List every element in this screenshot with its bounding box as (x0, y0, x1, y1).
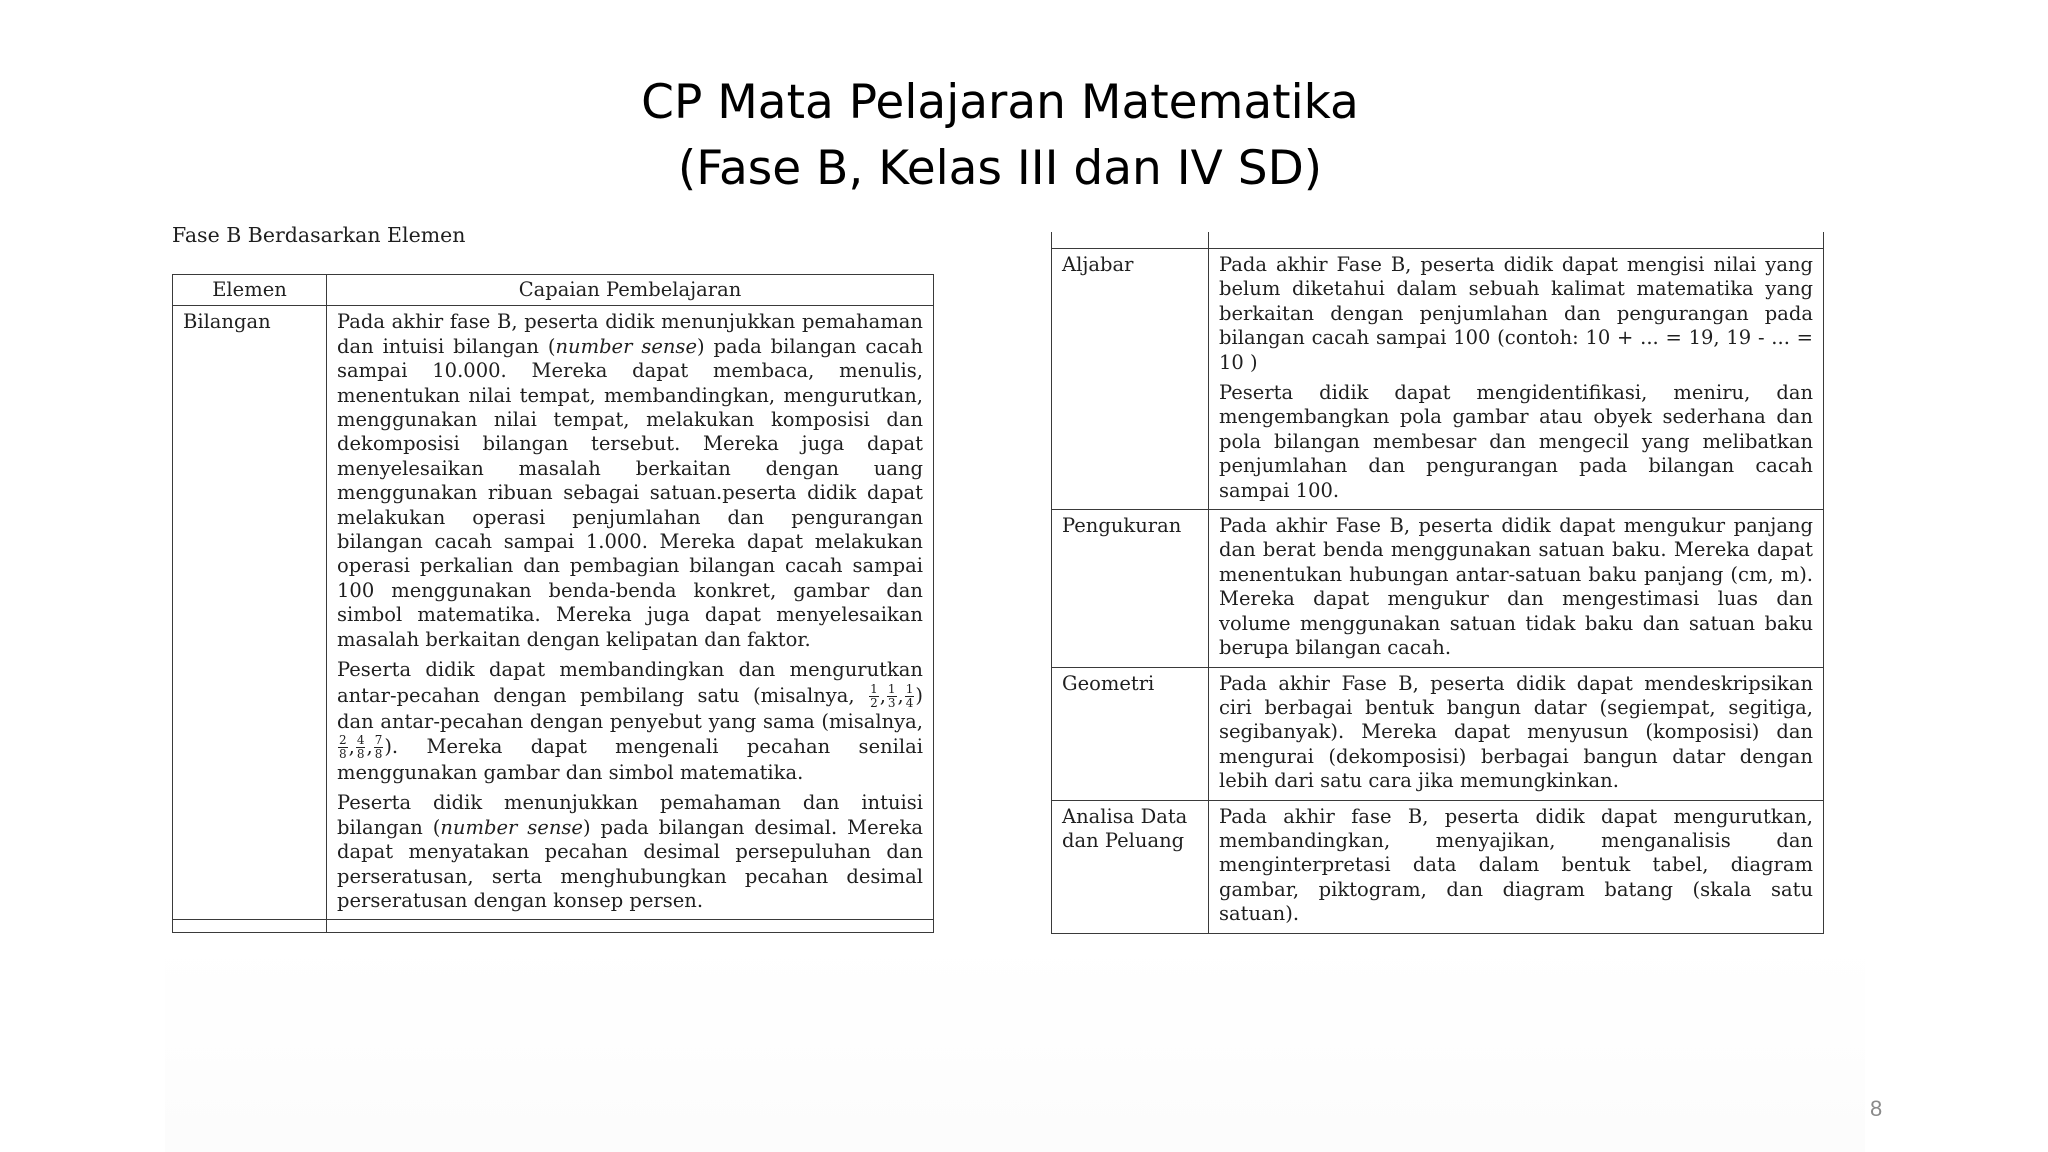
fraction-unit-1: $\frac{1}{2}$ (870, 681, 878, 710)
fraction-same-den-3: $\frac{7}{8}$ (374, 732, 383, 761)
italic-term: number sense (440, 815, 583, 839)
table-cut-edge (1052, 232, 1824, 249)
text-segment: Pada akhir fase B, peserta didik menunjukkan pemahaman dan intuisi bilangan ( (337, 310, 923, 358)
cp-analisa-data-paragraph-1: Pada akhir fase B, peserta didik dapat mengurutkan, membandingkan, menyajikan, menganalisis dan menginterpretasi data dalam bentuk tabel, diagram gambar, piktogram, dan diagram batang (skala satu satuan). (1219, 804, 1813, 926)
elemen-analisa-data-dan-peluang: Analisa Data dan Peluang (1052, 800, 1209, 933)
text-segment: ) dan antar-pecahan dengan penyebut yang sama (misalnya, (337, 683, 923, 733)
cp-aljabar-paragraph-1: Pada akhir Fase B, peserta didik dapat mengisi nilai yang belum diketahui dalam sebuah kalimat matematika yang berkaitan dengan penjumlahan dan pengurangan pada bilangan cacah sampai 100 (contoh: 10 + ... = 19, 19 - ... = 10 ) (1219, 253, 1813, 374)
cp-geometri (1209, 667, 1824, 800)
elemen-bilangan: Bilangan (173, 306, 327, 920)
cp-bilangan (327, 306, 934, 920)
cp-aljabar-paragraph-2: Peserta didik dapat mengidentifikasi, meniru, dan mengembangkan pola gambar atau obyek sederhana dan pola bilangan membesar dan mengecil yang melibatkan penjumlahan dan pengurangan pada bilangan cacah sampai 100. (1219, 381, 1813, 502)
elemen-pengukuran: Pengukuran (1052, 510, 1209, 667)
table-caption: Fase B Berdasarkan Elemen (172, 223, 466, 247)
table-continuation-edge (173, 920, 934, 933)
fraction-unit-2: $\frac{1}{3}$ (887, 681, 896, 710)
text-segment: Peserta didik menunjukkan pemahaman dan intuisi bilangan ( (337, 791, 923, 839)
cp-bilangan-paragraph-1 (337, 310, 923, 652)
fraction-unit-3: $\frac{1}{4}$ (905, 681, 914, 710)
header-elemen: Elemen (173, 275, 327, 306)
table-header-row (173, 275, 934, 306)
cp-table-left (172, 274, 934, 933)
text-segment: Peserta didik dapat membandingkan dan mengurutkan antar-pecahan dengan pembilang satu (misalnya, (337, 658, 923, 707)
table-row-pengukuran (1052, 510, 1824, 667)
elemen-aljabar: Aljabar (1052, 249, 1209, 510)
cp-bilangan-paragraph-2: Peserta didik dapat membandingkan dan mengurutkan antar-pecahan dengan pembilang satu (misalnya, $\frac{1}{2}$ , $\frac{1}{3}$ , $\frac{1}{4}$ ) dan antar-pecahan dengan penyebut yang sama (misalnya, $\frac{2}{8}$ , $\frac{4}{8}$ , $\frac{7}{8}$ ). Mereka dapat mengenali pecahan senilai menggunakan gambar dan simbol matematika. (337, 658, 923, 784)
fraction-same-den-1: $\frac{2}{8}$ (339, 732, 347, 761)
elemen-geometri: Geometri (1052, 667, 1209, 800)
table-row-aljabar (1052, 249, 1824, 510)
fraction-same-den-2: $\frac{4}{8}$ (356, 732, 365, 761)
table-row-bilangan (173, 306, 934, 920)
cp-table-right (1051, 232, 1824, 934)
italic-term: number sense (555, 334, 697, 358)
cp-bilangan-paragraph-3 (337, 791, 923, 913)
slide-title (0, 70, 2000, 202)
text-segment: ) pada bilangan cacah sampai 10.000. Mereka dapat membaca, menulis, menentukan nilai tempat, membandingkan, mengurutkan, menggunakan nilai tempat, melakukan komposisi dan dekomposisi bilangan tersebut. Mereka juga dapat menyelesaikan masalah berkaitan dengan uang menggunakan ribuan sebagai satuan.peserta didik dapat melakukan operasi penjumlahan dan pengurangan bilangan cacah sampai 1.000. Mereka dapat melakukan operasi perkalian dan pembagian bilangan cacah sampai 100 menggunakan benda-benda konkret, gambar dan simbol matematika. Mereka juga dapat menyelesaikan masalah berkaitan dengan kelipatan dan faktor. (337, 334, 923, 651)
scan-background (165, 940, 1865, 1152)
table-row-analisa-data (1052, 800, 1824, 933)
table-row-geometri (1052, 667, 1824, 800)
page-number: 8 (1870, 1096, 1883, 1121)
cp-analisa-data (1209, 800, 1824, 933)
cp-pengukuran-paragraph-1: Pada akhir Fase B, peserta didik dapat mengukur panjang dan berat benda menggunakan satuan baku. Mereka dapat menentukan hubungan antar-satuan baku panjang (cm, m). Mereka dapat mengukur dan mengestimasi luas dan volume menggunakan satuan tidak baku dan satuan baku berupa bilangan cacah. (1219, 514, 1813, 660)
text-segment: ). Mereka dapat mengenali pecahan senilai menggunakan gambar dan simbol matematika. (337, 734, 923, 784)
header-capaian-pembelajaran: Capaian Pembelajaran (327, 275, 934, 306)
slide-title-line-1: CP Mata Pelajaran Matematika (641, 75, 1359, 130)
text-segment: ) pada bilangan desimal. Mereka dapat menyatakan pecahan desimal persepuluhan dan perseratusan, serta menghubungkan pecahan desimal perseratusan dengan konsep persen. (337, 815, 923, 912)
cp-aljabar (1209, 249, 1824, 510)
slide-title-line-2: (Fase B, Kelas III dan IV SD) (677, 141, 1323, 196)
cp-geometri-paragraph-1: Pada akhir Fase B, peserta didik dapat mendeskripsikan ciri berbagai bentuk bangun datar (segiempat, segitiga, segibanyak). Mereka dapat menyusun (komposisi) dan mengurai (dekomposisi) berbagai bangun datar dengan lebih dari satu cara jika memungkinkan. (1219, 671, 1813, 793)
cp-pengukuran (1209, 510, 1824, 667)
